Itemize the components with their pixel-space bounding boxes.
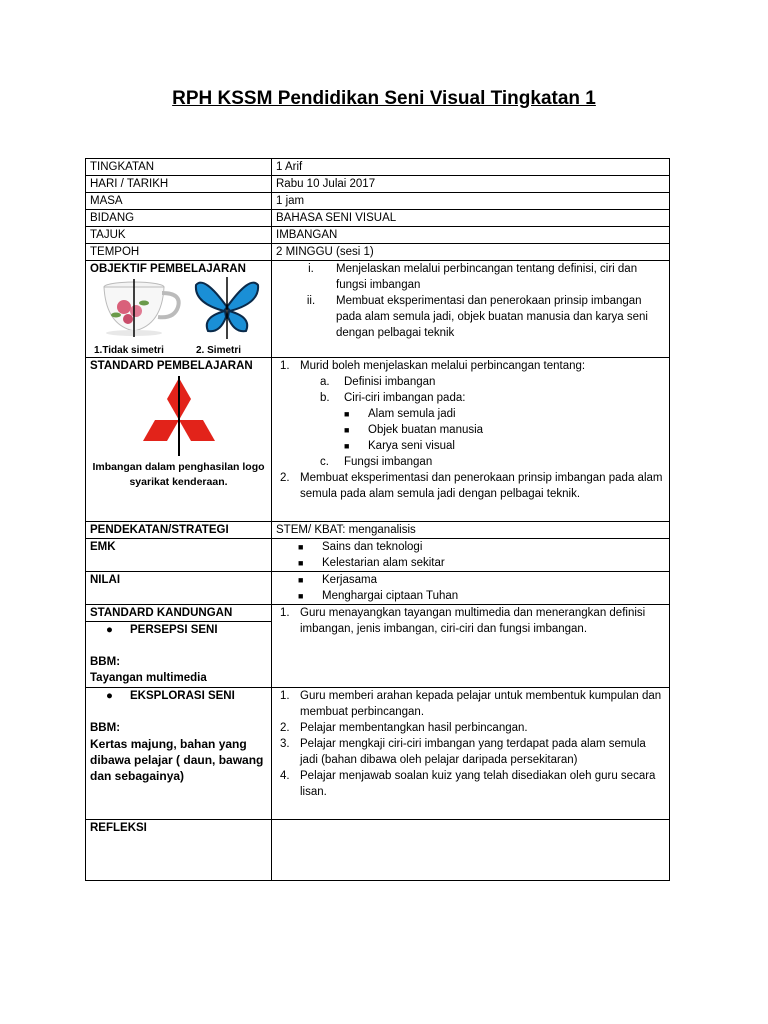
lesson-plan-table	[85, 158, 670, 881]
item-number: 1.	[280, 607, 290, 619]
item-text: Kerjasama	[322, 574, 377, 586]
nilai-list	[276, 572, 665, 604]
nilai-list-cell	[272, 572, 670, 605]
list-item	[344, 406, 665, 422]
row-standard-pembelajaran	[86, 358, 670, 522]
list-item	[320, 374, 665, 390]
square-bullet-icon: ■	[344, 425, 350, 435]
item-number: 3.	[280, 738, 290, 750]
list-item	[280, 470, 665, 502]
item-number: 2.	[280, 722, 290, 734]
list-item	[298, 572, 665, 588]
label-standard-pembelajaran: STANDARD PEMBELAJARAN	[90, 360, 253, 372]
mitsubishi-logo-image	[129, 376, 229, 456]
square-bullet-icon: ■	[344, 441, 350, 451]
item-text: Ciri-ciri imbangan pada:	[344, 392, 466, 404]
value-masa: 1 jam	[272, 193, 670, 210]
list-item	[298, 588, 665, 604]
label-refleksi: REFLEKSI	[86, 820, 272, 881]
value-tingkatan: 1 Arif	[272, 159, 670, 176]
square-bullet-icon: ■	[298, 558, 304, 568]
item-text: Fungsi imbangan	[344, 456, 433, 468]
item-text: Pelajar mengkaji ciri-ciri imbangan yang terdapat pada alam semula jadi (bahan dibawa oleh pelajar daripada persekitaran)	[300, 738, 646, 766]
emk-list-cell	[272, 539, 670, 572]
item-text: Murid boleh menjelaskan melalui perbincangan tentang:	[300, 360, 586, 372]
bbm-value: Tayangan multimedia	[90, 672, 207, 684]
symmetry-images	[90, 277, 267, 357]
item-text: Menghargai ciptaan Tuhan	[322, 590, 459, 602]
list-item	[320, 454, 665, 470]
item-number: 2.	[280, 472, 290, 484]
label-standard-kandungan: STANDARD KANDUNGAN	[86, 605, 272, 622]
row-nilai	[86, 572, 670, 605]
row-objektif	[86, 261, 670, 358]
item-text: Objek buatan manusia	[368, 424, 484, 436]
value-hari: Rabu 10 Julai 2017	[272, 176, 670, 193]
row-tingkatan	[86, 159, 670, 176]
standard-pembelajaran-list-cell	[272, 358, 670, 522]
teacup-image	[98, 279, 184, 337]
list-item	[280, 768, 665, 800]
item-text: Menjelaskan melalui perbincangan tentang definisi, ciri dan fungsi imbangan	[336, 263, 638, 291]
value-bidang: BAHASA SENI VISUAL	[272, 210, 670, 227]
objektif-cell	[86, 261, 272, 358]
item-number: 4.	[280, 770, 290, 782]
label-tingkatan: TINGKATAN	[86, 159, 272, 176]
square-bullet-icon: ■	[298, 575, 304, 585]
butterfly-image	[194, 277, 260, 339]
list-item	[298, 555, 665, 571]
row-eksplorasi-seni	[86, 688, 670, 820]
list-item	[280, 736, 665, 768]
caption-simetri: 2. Simetri	[196, 345, 242, 356]
logo-caption: Imbangan dalam penghasilan logo syarikat kenderaan.	[92, 461, 265, 488]
label-pendekatan: PENDEKATAN/STRATEGI	[86, 522, 272, 539]
standard-kandungan-list-cell	[272, 605, 670, 688]
item-text: Karya seni visual	[368, 440, 455, 452]
standard-kandungan-list	[276, 605, 665, 637]
objektif-list-cell	[272, 261, 670, 358]
list-item	[286, 293, 665, 341]
bullet-icon: ●	[106, 624, 113, 636]
row-bidang	[86, 210, 670, 227]
list-item	[280, 358, 665, 470]
eksplorasi-seni-label: EKSPLORASI SENI	[130, 690, 235, 702]
list-item	[298, 539, 665, 555]
persepsi-seni-heading	[90, 622, 267, 638]
standard-pembelajaran-list	[276, 358, 665, 502]
value-tajuk: IMBANGAN	[272, 227, 670, 244]
page-title: RPH KSSM Pendidikan Seni Visual Tingkatan 1	[172, 88, 596, 109]
square-bullet-icon: ■	[298, 542, 304, 552]
item-text: Alam semula jadi	[368, 408, 456, 420]
item-text: Pelajar membentangkan hasil perbincangan.	[300, 722, 528, 734]
persepsi-seni-label: PERSEPSI SENI	[130, 624, 218, 636]
eksplorasi-list	[276, 688, 665, 800]
row-standard-kandungan	[86, 605, 670, 622]
row-masa	[86, 193, 670, 210]
bbm-label: BBM:	[90, 722, 121, 734]
list-item	[286, 261, 665, 293]
item-text: Membuat eksperimentasi dan penerokaan prinsip imbangan pada alam semula pada alam semula jadi dengan pelbagai teknik.	[300, 472, 663, 500]
row-refleksi	[86, 820, 670, 881]
list-item	[280, 720, 665, 736]
item-number: 1.	[280, 690, 290, 702]
value-tempoh: 2 MINGGU (sesi 1)	[272, 244, 670, 261]
item-text: Membuat eksperimentasi dan penerokaan prinsip imbangan pada alam semula jadi, objek buatan manusia dan karya seni dengan pelbagai teknik	[336, 295, 648, 339]
sub-list	[300, 374, 665, 470]
eksplorasi-seni-cell	[86, 688, 272, 820]
bullet-icon: ●	[106, 690, 113, 702]
item-letter: c.	[320, 456, 329, 468]
row-hari	[86, 176, 670, 193]
list-item	[280, 605, 665, 637]
list-item	[280, 688, 665, 720]
row-tempoh	[86, 244, 670, 261]
item-text: Sains dan teknologi	[322, 541, 423, 553]
item-number: i.	[308, 263, 314, 275]
label-emk: EMK	[86, 539, 272, 572]
label-nilai: NILAI	[86, 572, 272, 605]
square-bullet-icon: ■	[298, 591, 304, 601]
item-number: 1.	[280, 360, 290, 372]
bbm-value: Kertas majung, bahan yang dibawa pelajar ( daun, bawang dan sebagainya)	[90, 737, 264, 783]
eksplorasi-seni-heading	[90, 688, 267, 704]
item-text: Definisi imbangan	[344, 376, 436, 388]
item-letter: b.	[320, 392, 330, 404]
label-objektif: OBJEKTIF PEMBELAJARAN	[90, 263, 246, 275]
value-pendekatan: STEM/ KBAT: menganalisis	[272, 522, 670, 539]
caption-tidak-simetri: 1.Tidak simetri	[94, 345, 164, 356]
objektif-list	[276, 261, 665, 341]
row-tajuk	[86, 227, 670, 244]
label-bidang: BIDANG	[86, 210, 272, 227]
list-item	[320, 390, 665, 454]
label-tajuk: TAJUK	[86, 227, 272, 244]
label-tempoh: TEMPOH	[86, 244, 272, 261]
label-hari: HARI / TARIKH	[86, 176, 272, 193]
item-text: Guru memberi arahan kepada pelajar untuk membentuk kumpulan dan membuat perbincangan.	[300, 690, 662, 718]
persepsi-seni-cell	[86, 622, 272, 688]
item-text: Kelestarian alam sekitar	[322, 557, 445, 569]
list-item	[344, 422, 665, 438]
value-refleksi	[272, 820, 670, 881]
list-item	[344, 438, 665, 454]
row-pendekatan	[86, 522, 670, 539]
item-number: ii.	[306, 295, 316, 307]
square-list	[320, 406, 665, 454]
item-letter: a.	[320, 376, 330, 388]
item-text: Guru menayangkan tayangan multimedia dan menerangkan definisi imbangan, jenis imbangan, ciri-ciri dan fungsi imbangan.	[300, 607, 646, 635]
emk-list	[276, 539, 665, 571]
standard-pembelajaran-cell	[86, 358, 272, 522]
label-masa: MASA	[86, 193, 272, 210]
square-bullet-icon: ■	[344, 409, 350, 419]
row-emk	[86, 539, 670, 572]
item-text: Pelajar menjawab soalan kuiz yang telah disediakan oleh guru secara lisan.	[300, 770, 656, 798]
eksplorasi-list-cell	[272, 688, 670, 820]
bbm-label: BBM:	[90, 656, 121, 668]
